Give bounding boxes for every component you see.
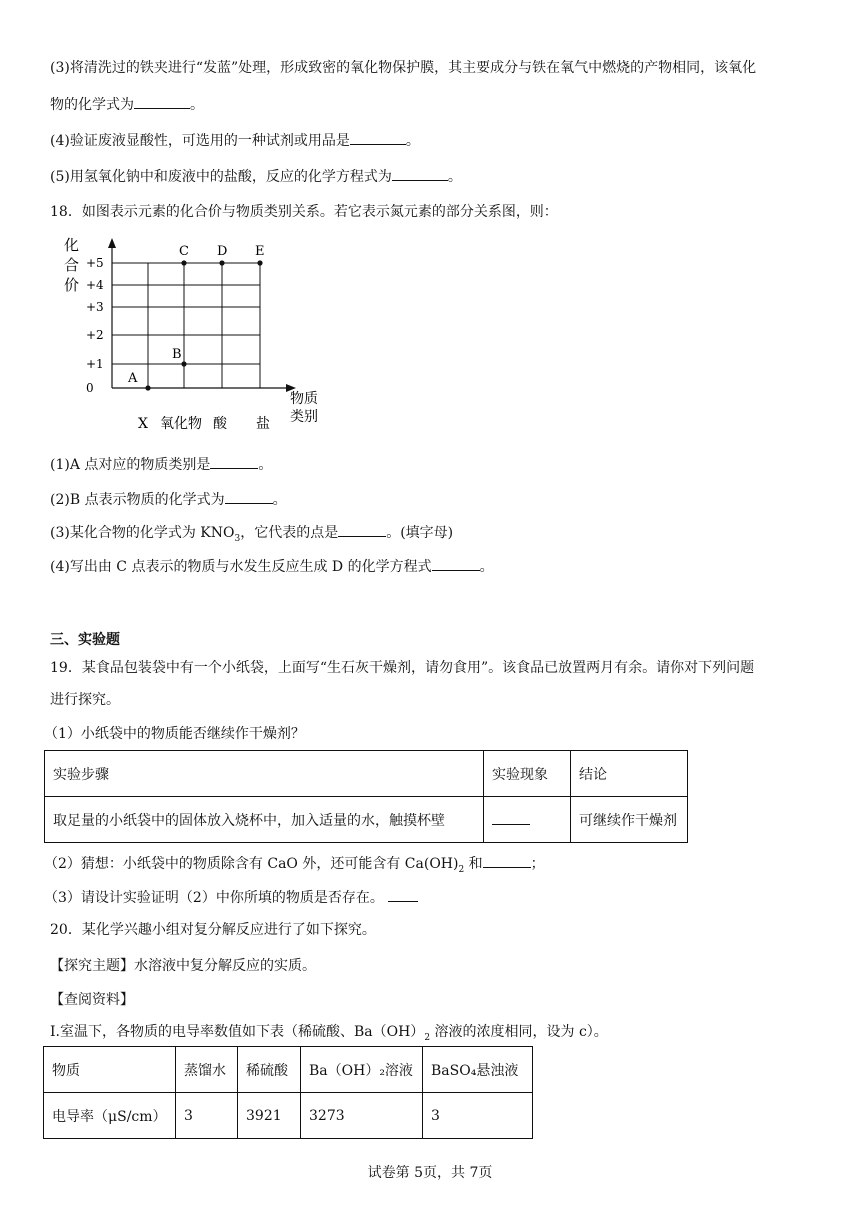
table-header-cell: 蒸馏水 (176, 1047, 238, 1093)
table-header-cell: 实验步骤 (45, 751, 484, 797)
x-axis-label-line: 类别 (290, 409, 318, 425)
table-cell: 3921 (238, 1093, 301, 1139)
section-title: 三、实验题 (50, 632, 120, 648)
q17-part4 (50, 130, 420, 151)
table-row (44, 1093, 533, 1139)
answer-blank[interactable] (338, 522, 386, 537)
q18-part4 (50, 556, 494, 577)
q19-sub3-text: （3）请设计实验证明（2）中你所填的物质是否存在。 (44, 890, 384, 906)
q18-part1 (50, 454, 272, 475)
table-header-row (45, 751, 688, 797)
answer-blank[interactable] (432, 556, 480, 571)
q18-part1-text: (1)A 点对应的物质类别是 (50, 457, 211, 473)
q17-part3-line2 (50, 94, 204, 115)
q19-stem-line1: 19．某食品包装袋中有一个小纸袋，上面写“生石灰干燥剂，请勿食用”。该食品已放置两月有余。请你对下列问题 (50, 660, 755, 676)
table-cell: 取足量的小纸袋中的固体放入烧杯中，加入适量的水，触摸杯壁 (45, 797, 484, 843)
q19-sub2 (44, 853, 545, 880)
q19-sub1: （1）小纸袋中的物质能否继续作干燥剂？ (44, 726, 305, 742)
q19-sub2-text: （2）猜想：小纸袋中的物质除含有 CaO 外，还可能含有 Ca(OH) (44, 856, 459, 872)
table-cell: 3 (176, 1093, 238, 1139)
answer-blank[interactable] (388, 887, 418, 902)
point-b (181, 361, 186, 366)
table-cell: 可继续作干燥剂 (571, 797, 688, 843)
q20-refs: 【查阅资料】 (50, 992, 134, 1008)
q20-table (43, 1046, 533, 1139)
table-header-cell: 物质 (44, 1047, 176, 1093)
q17-part3-text-b: 物的化学式为 (50, 97, 134, 113)
answer-blank[interactable] (225, 489, 273, 504)
table-header-row (44, 1047, 533, 1093)
answer-blank[interactable] (134, 94, 190, 109)
table-header-cell: 结论 (571, 751, 688, 797)
x-tick-label: 氧化物 (160, 416, 202, 432)
table-row (45, 797, 688, 843)
subscript: 2 (458, 864, 465, 875)
q20-info-text-b: 溶液的浓度相同，设为 c）。 (430, 1024, 608, 1040)
table-header-cell: BaSO₄悬浊液 (423, 1047, 533, 1093)
q18-part3-text-b: ，它代表的点是 (240, 525, 339, 541)
table-cell: 3273 (301, 1093, 423, 1139)
y-tick-label: +5 (86, 256, 104, 270)
x-axis-label (290, 390, 318, 425)
y-axis-arrow-icon (108, 238, 116, 248)
x-tick-label: 酸 (213, 416, 227, 432)
q19-sub2-text-b: 和 (464, 856, 483, 872)
q17-part5 (50, 166, 462, 187)
table-header-cell: 实验现象 (484, 751, 571, 797)
y-tick-label: +4 (86, 278, 104, 292)
q20-topic: 【探究主题】水溶液中复分解反应的实质。 (50, 958, 316, 974)
q18-part2 (50, 489, 287, 510)
answer-blank[interactable] (392, 166, 448, 181)
period: 。 (258, 457, 273, 473)
y-tick-labels (86, 256, 104, 395)
period: 。 (272, 492, 287, 508)
chart-grid (112, 263, 260, 388)
y-axis-label (64, 236, 79, 294)
subscript: 2 (424, 1032, 431, 1043)
y-tick-label: +1 (86, 357, 104, 371)
valence-category-chart (50, 228, 350, 438)
q19-table (44, 750, 688, 843)
answer-blank[interactable] (350, 130, 406, 145)
table-header-cell: Ba（OH）₂溶液 (301, 1047, 423, 1093)
q20-stem: 20．某化学兴趣小组对复分解反应进行了如下探究。 (50, 922, 376, 938)
subscript: 3 (234, 533, 241, 544)
period: 。 (190, 97, 204, 113)
q19-sub3 (44, 887, 418, 908)
point-e (257, 260, 262, 265)
point-label: A (128, 371, 138, 386)
period: 。 (405, 133, 420, 149)
x-tick-label: X (138, 416, 148, 432)
answer-blank[interactable] (492, 810, 530, 825)
q18-part3-tail: 。(填字母) (386, 525, 454, 541)
y-axis-label-char: 价 (64, 276, 80, 294)
q19-stem-line2: 进行探究。 (50, 692, 120, 708)
page-footer: 试卷第 5页，共 7页 (367, 1165, 493, 1181)
point-label: D (217, 244, 228, 259)
point-d (219, 260, 224, 265)
table-header-cell: 稀硫酸 (238, 1047, 301, 1093)
period: 。 (479, 559, 494, 575)
x-tick-labels (138, 415, 270, 432)
q18-part4-text: (4)写出由 C 点表示的物质与水发生反应生成 D 的化学方程式 (50, 559, 432, 575)
table-cell: 3 (423, 1093, 533, 1139)
q17-part3-line1 (50, 58, 756, 78)
answer-blank[interactable] (210, 454, 258, 469)
q17-part4-text: (4)验证废液显酸性，可选用的一种试剂或用品是 (50, 133, 350, 149)
table-cell: 电导率（μS/cm） (44, 1093, 176, 1139)
y-axis-label-char: 化 (64, 236, 80, 254)
chart-axes (108, 238, 296, 392)
q18-part3-text: (3)某化合物的化学式为 KNO (50, 525, 235, 541)
point-c (181, 260, 186, 265)
x-axis-label-line: 物质 (290, 391, 318, 407)
q17-part3-text: (3)将清洗过的铁夹进行“发蓝”处理，形成致密的氧化物保护膜，其主要成分与铁在氧气中燃烧的产物相同，该氧化 (50, 60, 757, 76)
table-cell (484, 797, 571, 843)
y-axis-label-char: 合 (64, 256, 80, 274)
x-tick-label: 盐 (256, 416, 270, 432)
q18-stem: 18．如图表示元素的化合价与物质类别关系。若它表示氮元素的部分关系图，则： (50, 204, 558, 220)
y-tick-label: 0 (86, 381, 94, 395)
answer-blank[interactable] (483, 853, 531, 868)
q20-info-text: I.室温下，各物质的电导率数值如下表（稀硫酸、Ba（OH） (50, 1024, 425, 1040)
point-label: C (179, 244, 189, 259)
y-tick-label: +2 (86, 328, 104, 342)
q20-info (50, 1022, 608, 1048)
y-tick-label: +3 (86, 300, 104, 314)
q19-sub2-tail: ； (530, 856, 545, 872)
period: 。 (447, 169, 462, 185)
q18-part2-text: (2)B 点表示物质的化学式为 (50, 492, 225, 508)
point-label: B (172, 347, 182, 362)
q18-part3 (50, 522, 453, 549)
point-label: E (255, 244, 265, 259)
q17-part5-text: (5)用氢氧化钠中和废液中的盐酸，反应的化学方程式为 (50, 169, 392, 185)
point-a (145, 385, 150, 390)
